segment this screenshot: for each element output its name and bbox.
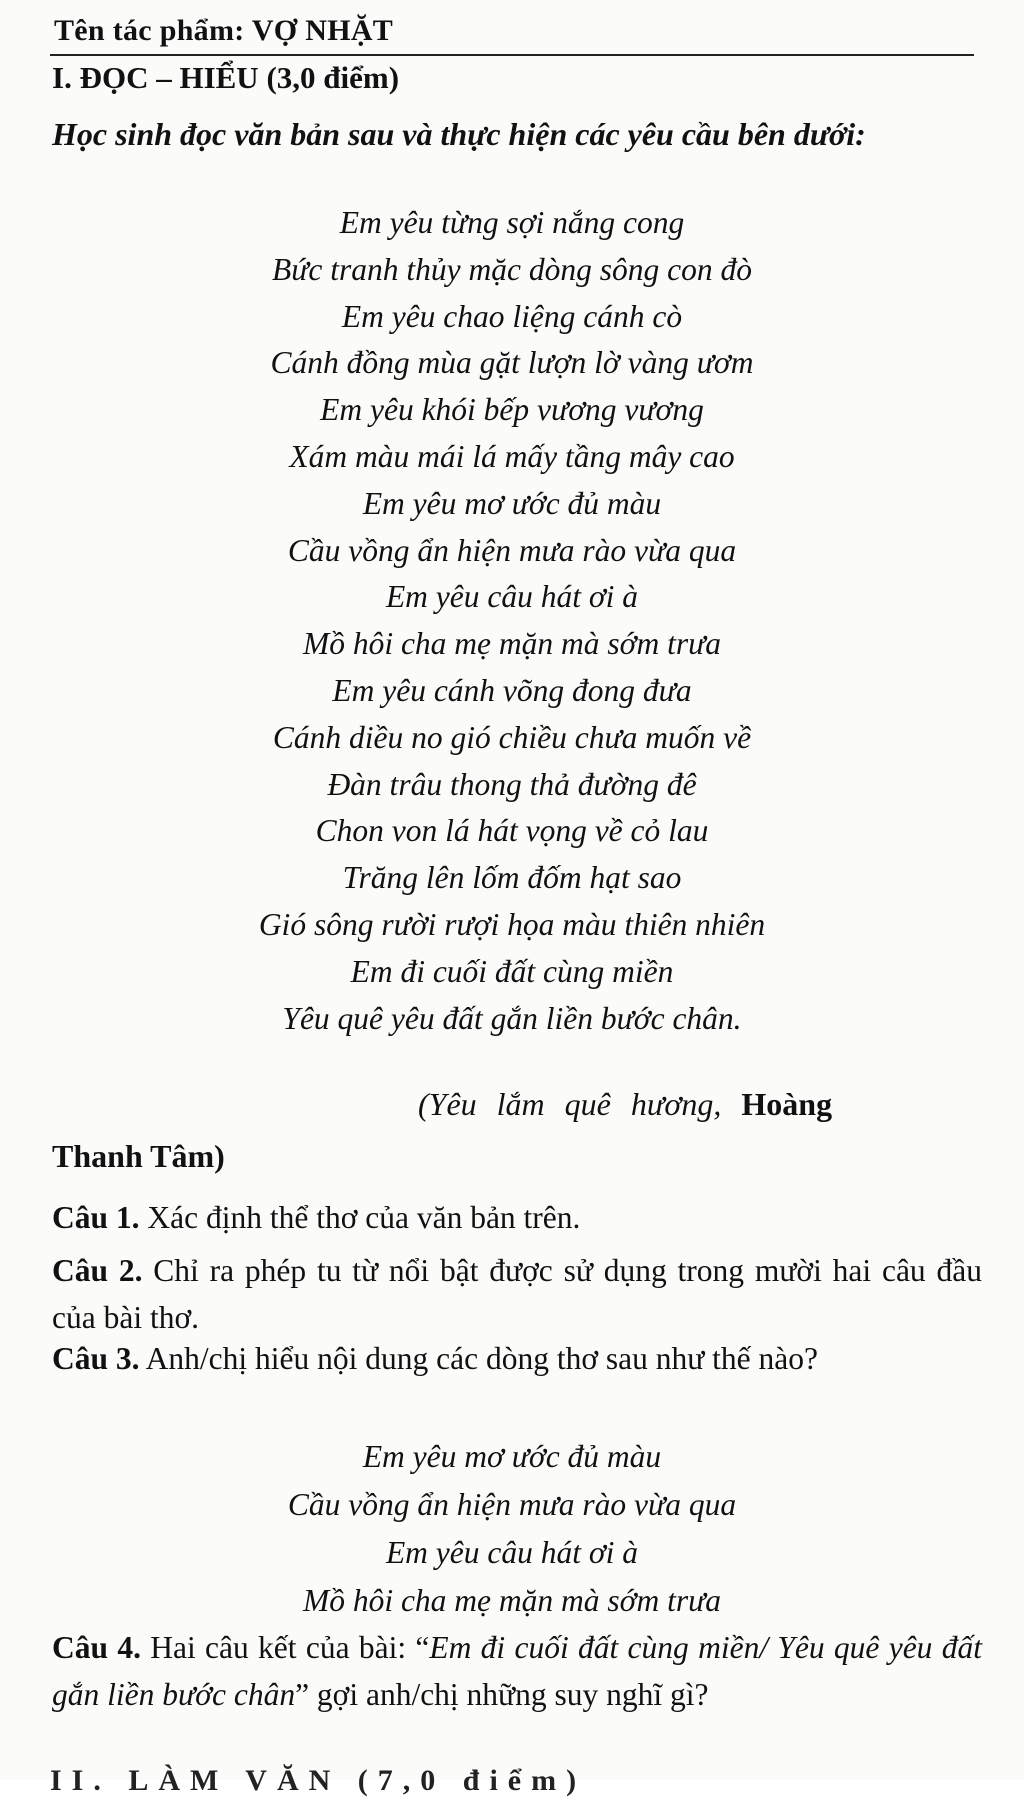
poem-line: Cánh diều no gió chiều chưa muốn về xyxy=(272,719,752,755)
question-label: Câu 1. xyxy=(52,1200,140,1235)
poem-line: Em yêu câu hát ơi à xyxy=(385,579,639,615)
poem-line: Em yêu khói bếp vương vương xyxy=(320,392,704,428)
quoted-poem-lines xyxy=(0,1433,1024,1625)
question-label: Câu 2. xyxy=(52,1253,143,1288)
poem-line: Em đi cuối đất cùng miền xyxy=(350,953,674,989)
poem-line: Em yêu chao liệng cánh cò xyxy=(341,298,683,334)
poem-line: Yêu quê yêu đất gắn liền bước chân. xyxy=(282,1000,742,1036)
poem-line: Trăng lên lốm đốm hạt sao xyxy=(342,860,682,896)
source-line-1 xyxy=(52,1078,980,1130)
question-text: ” gợi anh/chị những suy nghĩ gì? xyxy=(295,1677,709,1712)
section-heading: I. ĐỌC – HIỂU (3,0 điểm) xyxy=(52,60,400,95)
poem-line: Em yêu từng sợi nắng cong xyxy=(339,205,685,240)
source-author-first: Hoàng xyxy=(741,1086,833,1122)
poem-line: Em yêu cánh võng đong đưa xyxy=(332,672,692,708)
poem xyxy=(0,200,1024,1042)
poem-line: Chon von lá hát vọng về cỏ lau xyxy=(315,813,709,849)
work-title: Tên tác phẩm: VỢ NHẶT xyxy=(54,14,394,47)
question-label: Câu 3. xyxy=(52,1341,140,1376)
poem-line: Cầu vồng ẩn hiện mưa rào vừa qua xyxy=(287,532,737,568)
quoted-line: Em yêu câu hát ơi à xyxy=(385,1535,639,1570)
next-section-heading-cut: II. LÀM VĂN (7,0 điểm) xyxy=(50,1764,587,1797)
question-text: Xác định thể thơ của văn bản trên. xyxy=(139,1200,581,1235)
poem-line: Cánh đồng mùa gặt lượn lờ vàng ươm xyxy=(270,345,754,381)
source-title: (Yêu lắm quê hương, xyxy=(418,1086,722,1122)
quoted-line: Em yêu mơ ước đủ màu xyxy=(362,1439,662,1474)
poem-line: Xám màu mái lá mấy tầng mây cao xyxy=(289,438,735,474)
question-text: Chỉ ra phép tu từ nổi bật được sử dụng trong mười hai câu đầu của bài thơ. xyxy=(52,1253,982,1335)
poem-line: Gió sông rười rượi họa màu thiên nhiên xyxy=(258,906,766,942)
question-text: Anh/chị hiểu nội dung các dòng thơ sau như thế nào? xyxy=(139,1341,818,1376)
question-2 xyxy=(52,1247,982,1341)
question-quote: Em đi cuối đất cùng miền/ Yêu quê yêu đất gắn liền bước chân xyxy=(52,1630,982,1712)
poem-line: Đàn trâu thong thả đường đê xyxy=(327,766,697,802)
title-divider xyxy=(50,54,974,56)
poem-line: Mồ hôi cha mẹ mặn mà sớm trưa xyxy=(302,626,722,662)
question-label: Câu 4. xyxy=(52,1630,141,1665)
poem-line: Bức tranh thủy mặc dòng sông con đò xyxy=(272,251,752,287)
poem-source xyxy=(52,1078,980,1182)
question-4 xyxy=(52,1624,982,1718)
question-1 xyxy=(52,1194,982,1241)
question-3 xyxy=(52,1335,982,1382)
quoted-line: Cầu vồng ẩn hiện mưa rào vừa qua xyxy=(287,1487,737,1522)
question-text: Hai câu kết của bài: “ xyxy=(140,1630,430,1665)
source-author-last: Thanh Tâm) xyxy=(52,1138,225,1174)
reading-instruction: Học sinh đọc văn bản sau và thực hiện các yêu cầu bên dưới: xyxy=(52,116,866,152)
quoted-line: Mồ hôi cha mẹ mặn mà sớm trưa xyxy=(302,1583,722,1618)
poem-line: Em yêu mơ ước đủ màu xyxy=(362,485,662,521)
